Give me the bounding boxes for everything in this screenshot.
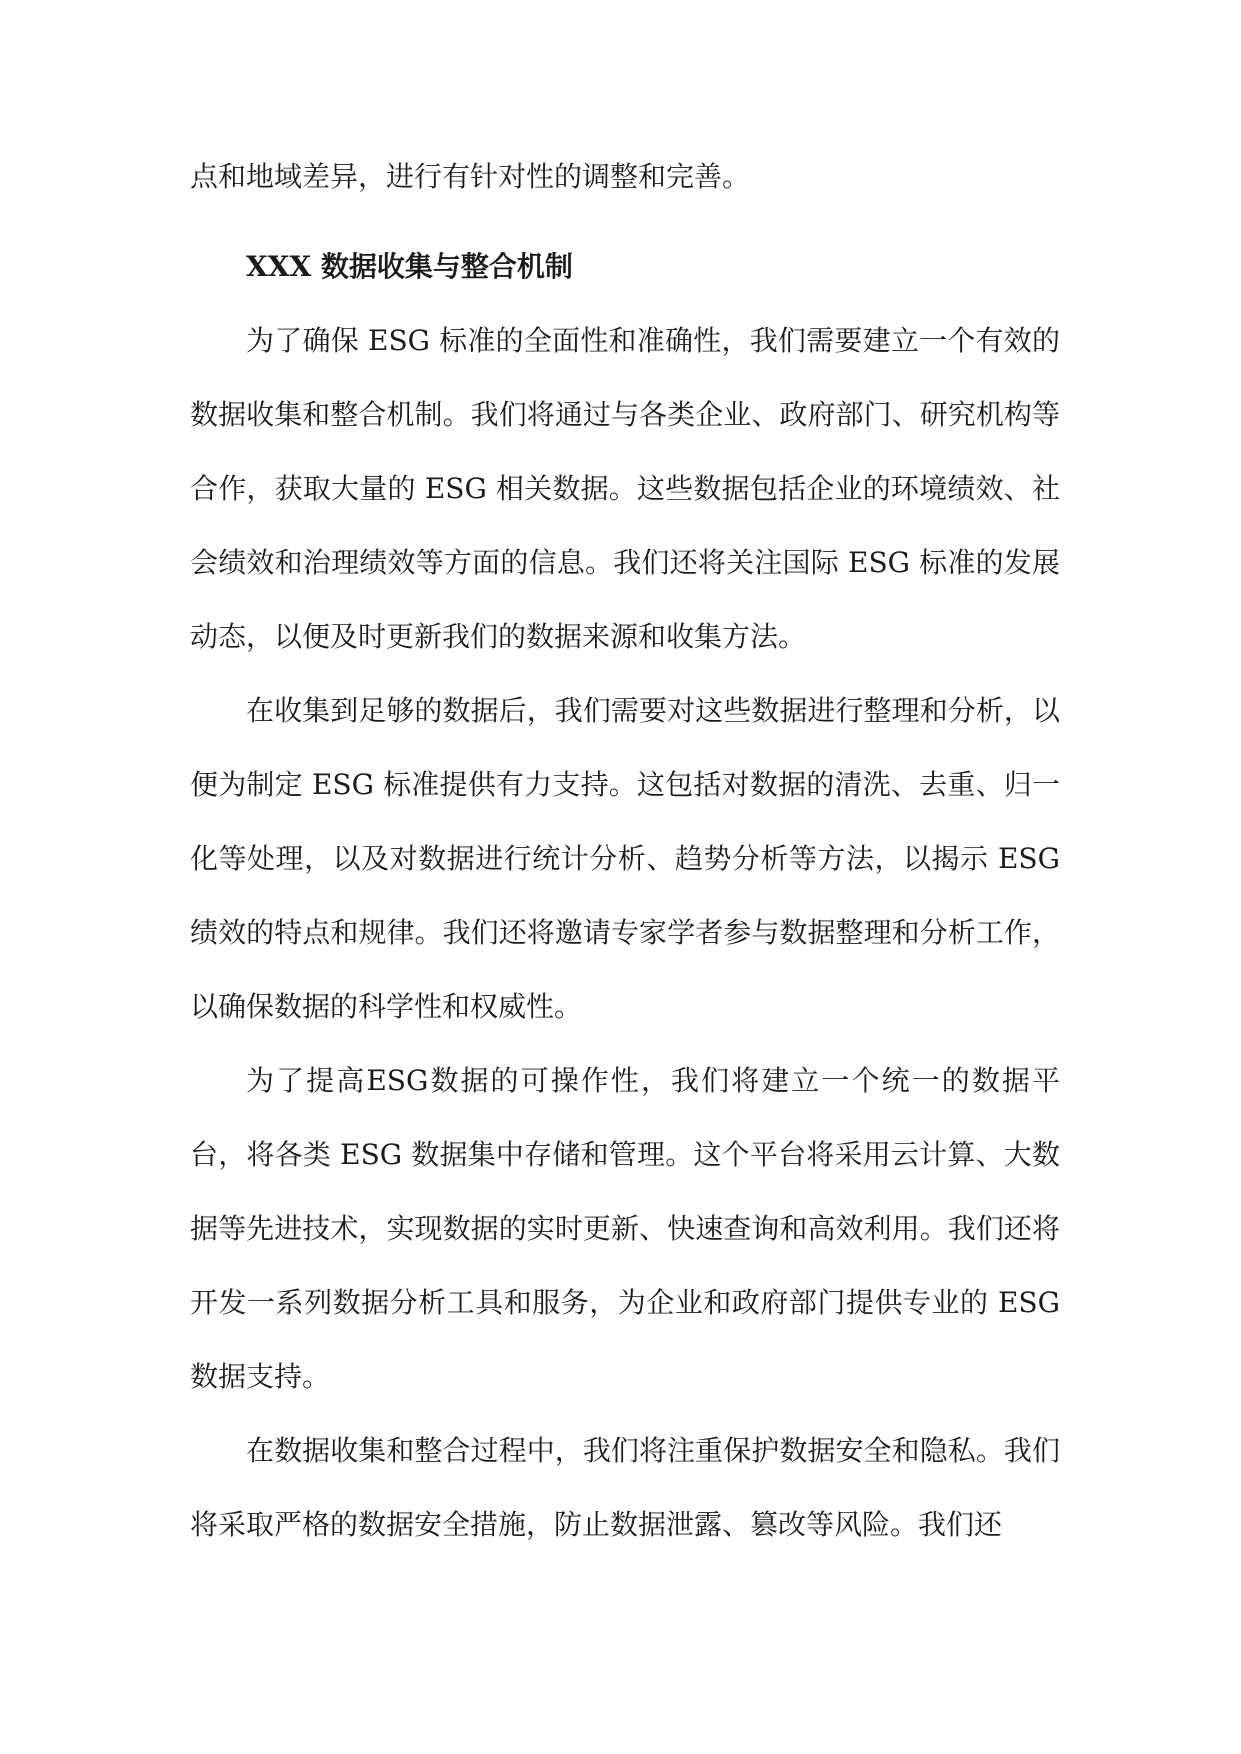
document-body (190, 140, 1060, 1562)
paragraph-continuation: 点和地域差异，进行有针对性的调整和完善。 (190, 160, 751, 193)
paragraph-data-platform: 为了提高ESG数据的可操作性，我们将建立一个统一的数据平台，将各类 ESG 数据集中存储和管理。这个平台将采用云计算、大数据等先进技术，实现数据的实时更新、快速查询和高效利用。我们还将开发一系列数据分析工具和服务，为企业和政府部门提供专业的 ESG 数据支持。 (190, 1064, 1060, 1393)
paragraph-data-collection: 为了确保 ESG 标准的全面性和准确性，我们需要建立一个有效的数据收集和整合机制。我们将通过与各类企业、政府部门、研究机构等合作，获取大量的 ESG 相关数据。这些数据包括企业的环境绩效、社会绩效和治理绩效等方面的信息。我们还将关注国际 ESG 标准的发展动态，以便及时更新我们的数据来源和收集方法。 (190, 324, 1060, 653)
paragraph-data-security: 在数据收集和整合过程中，我们将注重保护数据安全和隐私。我们将采取严格的数据安全措施，防止数据泄露、篡改等风险。我们还 (190, 1434, 1060, 1541)
paragraph-data-analysis: 在收集到足够的数据后，我们需要对这些数据进行整理和分析，以便为制定 ESG 标准提供有力支持。这包括对数据的清洗、去重、归一化等处理，以及对数据进行统计分析、趋势分析等方法，以揭示 ESG 绩效的特点和规律。我们还将邀请专家学者参与数据整理和分析工作，以确保数据的科学性和权威性。 (190, 694, 1060, 1023)
section-heading: XXX 数据收集与整合机制 (246, 250, 573, 283)
